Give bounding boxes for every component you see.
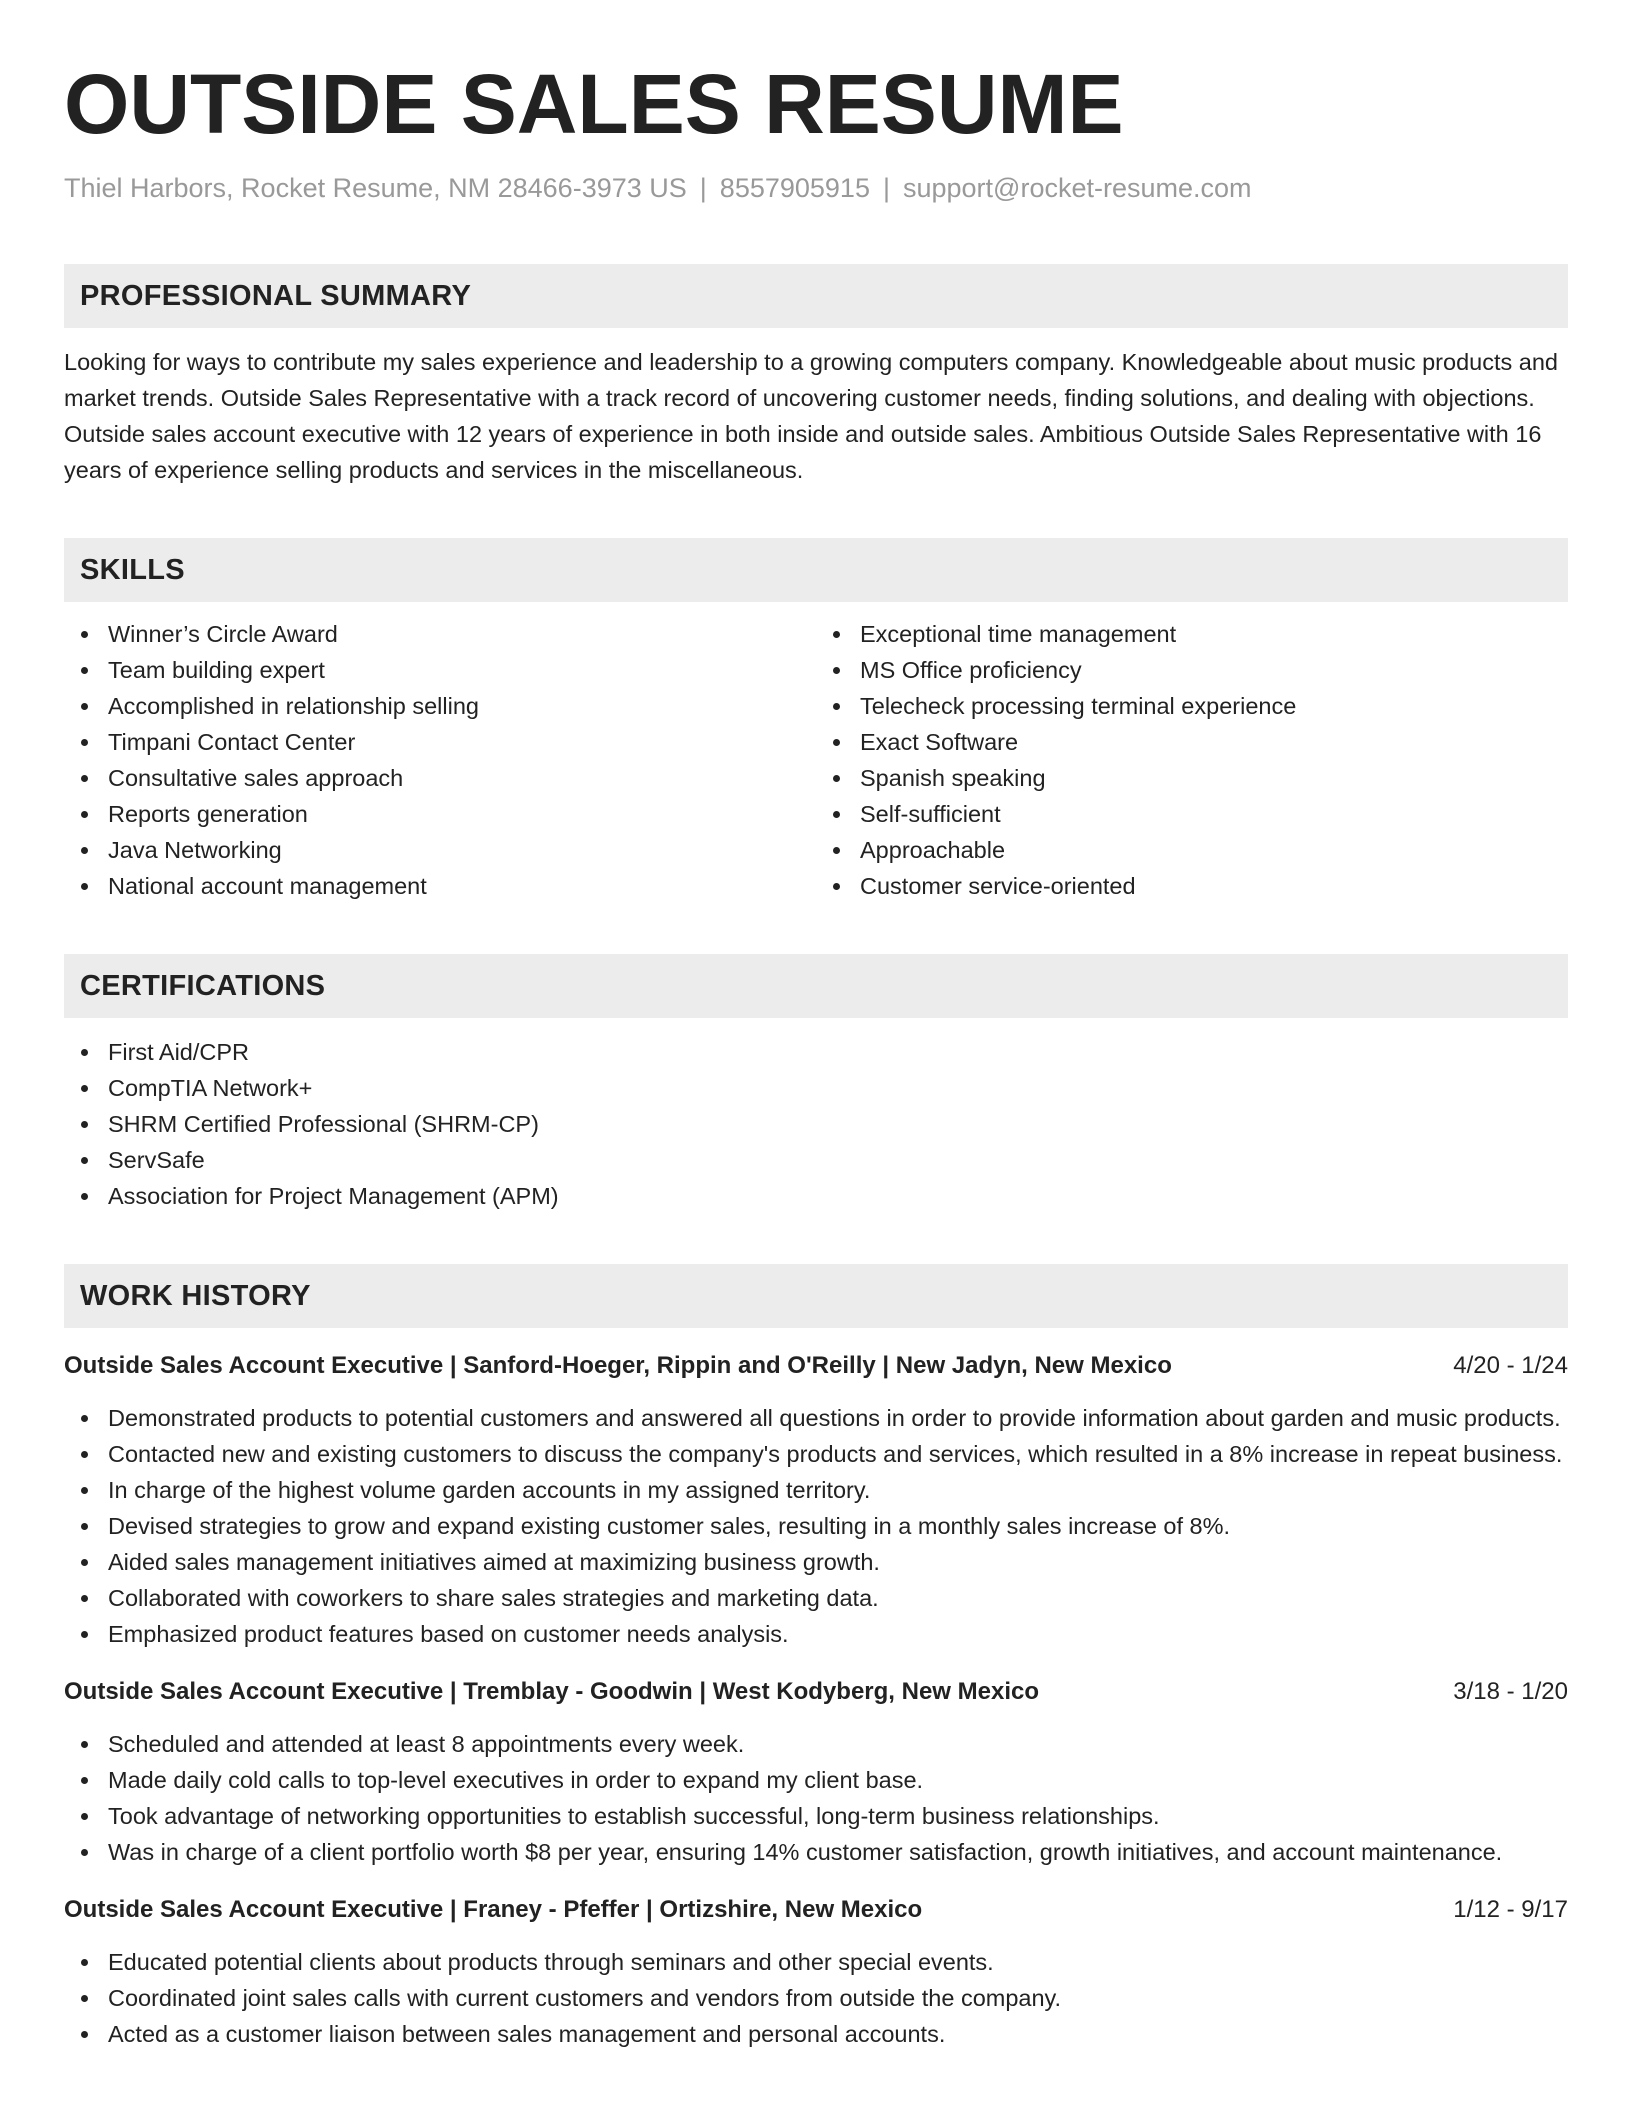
certification-item: First Aid/CPR (64, 1034, 1568, 1070)
job-bullet: Acted as a customer liaison between sales management and personal accounts. (64, 2016, 1568, 2052)
job-bullet: Was in charge of a client portfolio worth $8 per year, ensuring 14% customer satisfaction, growth initiatives, and account maintenance. (64, 1834, 1568, 1870)
job-bullet: Made daily cold calls to top-level executives in order to expand my client base. (64, 1762, 1568, 1798)
resume-title: OUTSIDE SALES RESUME (64, 57, 1124, 151)
job-header (64, 1892, 1568, 1928)
skills-columns (64, 616, 1568, 904)
contact-email: support@rocket-resume.com (902, 173, 1252, 203)
job-bullet: Emphasized product features based on customer needs analysis. (64, 1616, 1568, 1652)
job-bullet: Devised strategies to grow and expand existing customer sales, resulting in a monthly sales increase of 8%. (64, 1508, 1568, 1544)
job-entry (64, 1348, 1568, 1652)
skill-item: Winner’s Circle Award (64, 616, 816, 652)
job-dates: 1/12 - 9/17 (1453, 1896, 1568, 1923)
skill-item: Reports generation (64, 796, 816, 832)
skill-item: Self-sufficient (816, 796, 1568, 832)
skill-item: MS Office proficiency (816, 652, 1568, 688)
certification-item: Association for Project Management (APM) (64, 1178, 1568, 1214)
certification-item: SHRM Certified Professional (SHRM-CP) (64, 1106, 1568, 1142)
certification-item: ServSafe (64, 1142, 1568, 1178)
job-bullet: Aided sales management initiatives aimed at maximizing business growth. (64, 1544, 1568, 1580)
contact-line (64, 168, 1568, 208)
job-bullet: Took advantage of networking opportunities to establish successful, long-term business relationships. (64, 1798, 1568, 1834)
skill-item: Spanish speaking (816, 760, 1568, 796)
summary-heading: PROFESSIONAL SUMMARY (64, 264, 1568, 328)
job-bullet: Coordinated joint sales calls with current customers and vendors from outside the company. (64, 1980, 1568, 2016)
job-header (64, 1674, 1568, 1710)
skill-item: Consultative sales approach (64, 760, 816, 796)
skill-item: Telecheck processing terminal experience (816, 688, 1568, 724)
job-title: Outside Sales Account Executive | Franey - Pfeffer | Ortizshire, New Mexico (64, 1896, 923, 1923)
job-bullet: Collaborated with coworkers to share sales strategies and marketing data. (64, 1580, 1568, 1616)
skill-item: National account management (64, 868, 816, 904)
certifications-list (64, 1034, 1568, 1214)
skill-item: Team building expert (64, 652, 816, 688)
job-title: Outside Sales Account Executive | Tremblay - Goodwin | West Kodyberg, New Mexico (64, 1678, 1039, 1705)
job-bullet: Contacted new and existing customers to discuss the company's products and services, which resulted in a 8% increase in repeat business. (64, 1436, 1568, 1472)
contact-separator: | (699, 173, 707, 203)
skill-item: Java Networking (64, 832, 816, 868)
skills-list-left (64, 616, 816, 904)
skill-item: Exceptional time management (816, 616, 1568, 652)
contact-address: Thiel Harbors, Rocket Resume, NM 28466-3973 US (64, 173, 687, 203)
job-bullet: In charge of the highest volume garden accounts in my assigned territory. (64, 1472, 1568, 1508)
job-dates: 4/20 - 1/24 (1453, 1352, 1568, 1379)
job-bullets (64, 1726, 1568, 1870)
summary-text: Looking for ways to contribute my sales experience and leadership to a growing computers company. Knowledgeable about music products and market trends. Outside Sales Representative with a track record of uncovering customer needs, finding solutions, and dealing with objections. Outside sales account executive with 12 years of experience in both inside and outside sales. Ambitious Outside Sales Representative with 16 years of experience selling products and services in the miscellaneous. (64, 349, 1558, 483)
certifications-heading: CERTIFICATIONS (64, 954, 1568, 1018)
job-bullet: Educated potential clients about products through seminars and other special events. (64, 1944, 1568, 1980)
job-bullet: Demonstrated products to potential customers and answered all questions in order to provide information about garden and music products. (64, 1400, 1568, 1436)
skills-heading: SKILLS (64, 538, 1568, 602)
job-bullets (64, 1400, 1568, 1652)
job-entry (64, 1892, 1568, 2052)
job-bullets (64, 1944, 1568, 2052)
certification-item: CompTIA Network+ (64, 1070, 1568, 1106)
skill-item: Accomplished in relationship selling (64, 688, 816, 724)
job-dates: 3/18 - 1/20 (1453, 1678, 1568, 1705)
job-header (64, 1348, 1568, 1384)
skill-item: Customer service-oriented (816, 868, 1568, 904)
job-entry (64, 1674, 1568, 1870)
job-bullet: Scheduled and attended at least 8 appointments every week. (64, 1726, 1568, 1762)
contact-phone: 8557905915 (719, 173, 870, 203)
skill-item: Exact Software (816, 724, 1568, 760)
skill-item: Timpani Contact Center (64, 724, 816, 760)
contact-separator: | (882, 173, 890, 203)
skill-item: Approachable (816, 832, 1568, 868)
skills-list-right (816, 616, 1568, 904)
job-title: Outside Sales Account Executive | Sanford-Hoeger, Rippin and O'Reilly | New Jadyn, New Mexico (64, 1352, 1172, 1379)
work-history-heading: WORK HISTORY (64, 1264, 1568, 1328)
